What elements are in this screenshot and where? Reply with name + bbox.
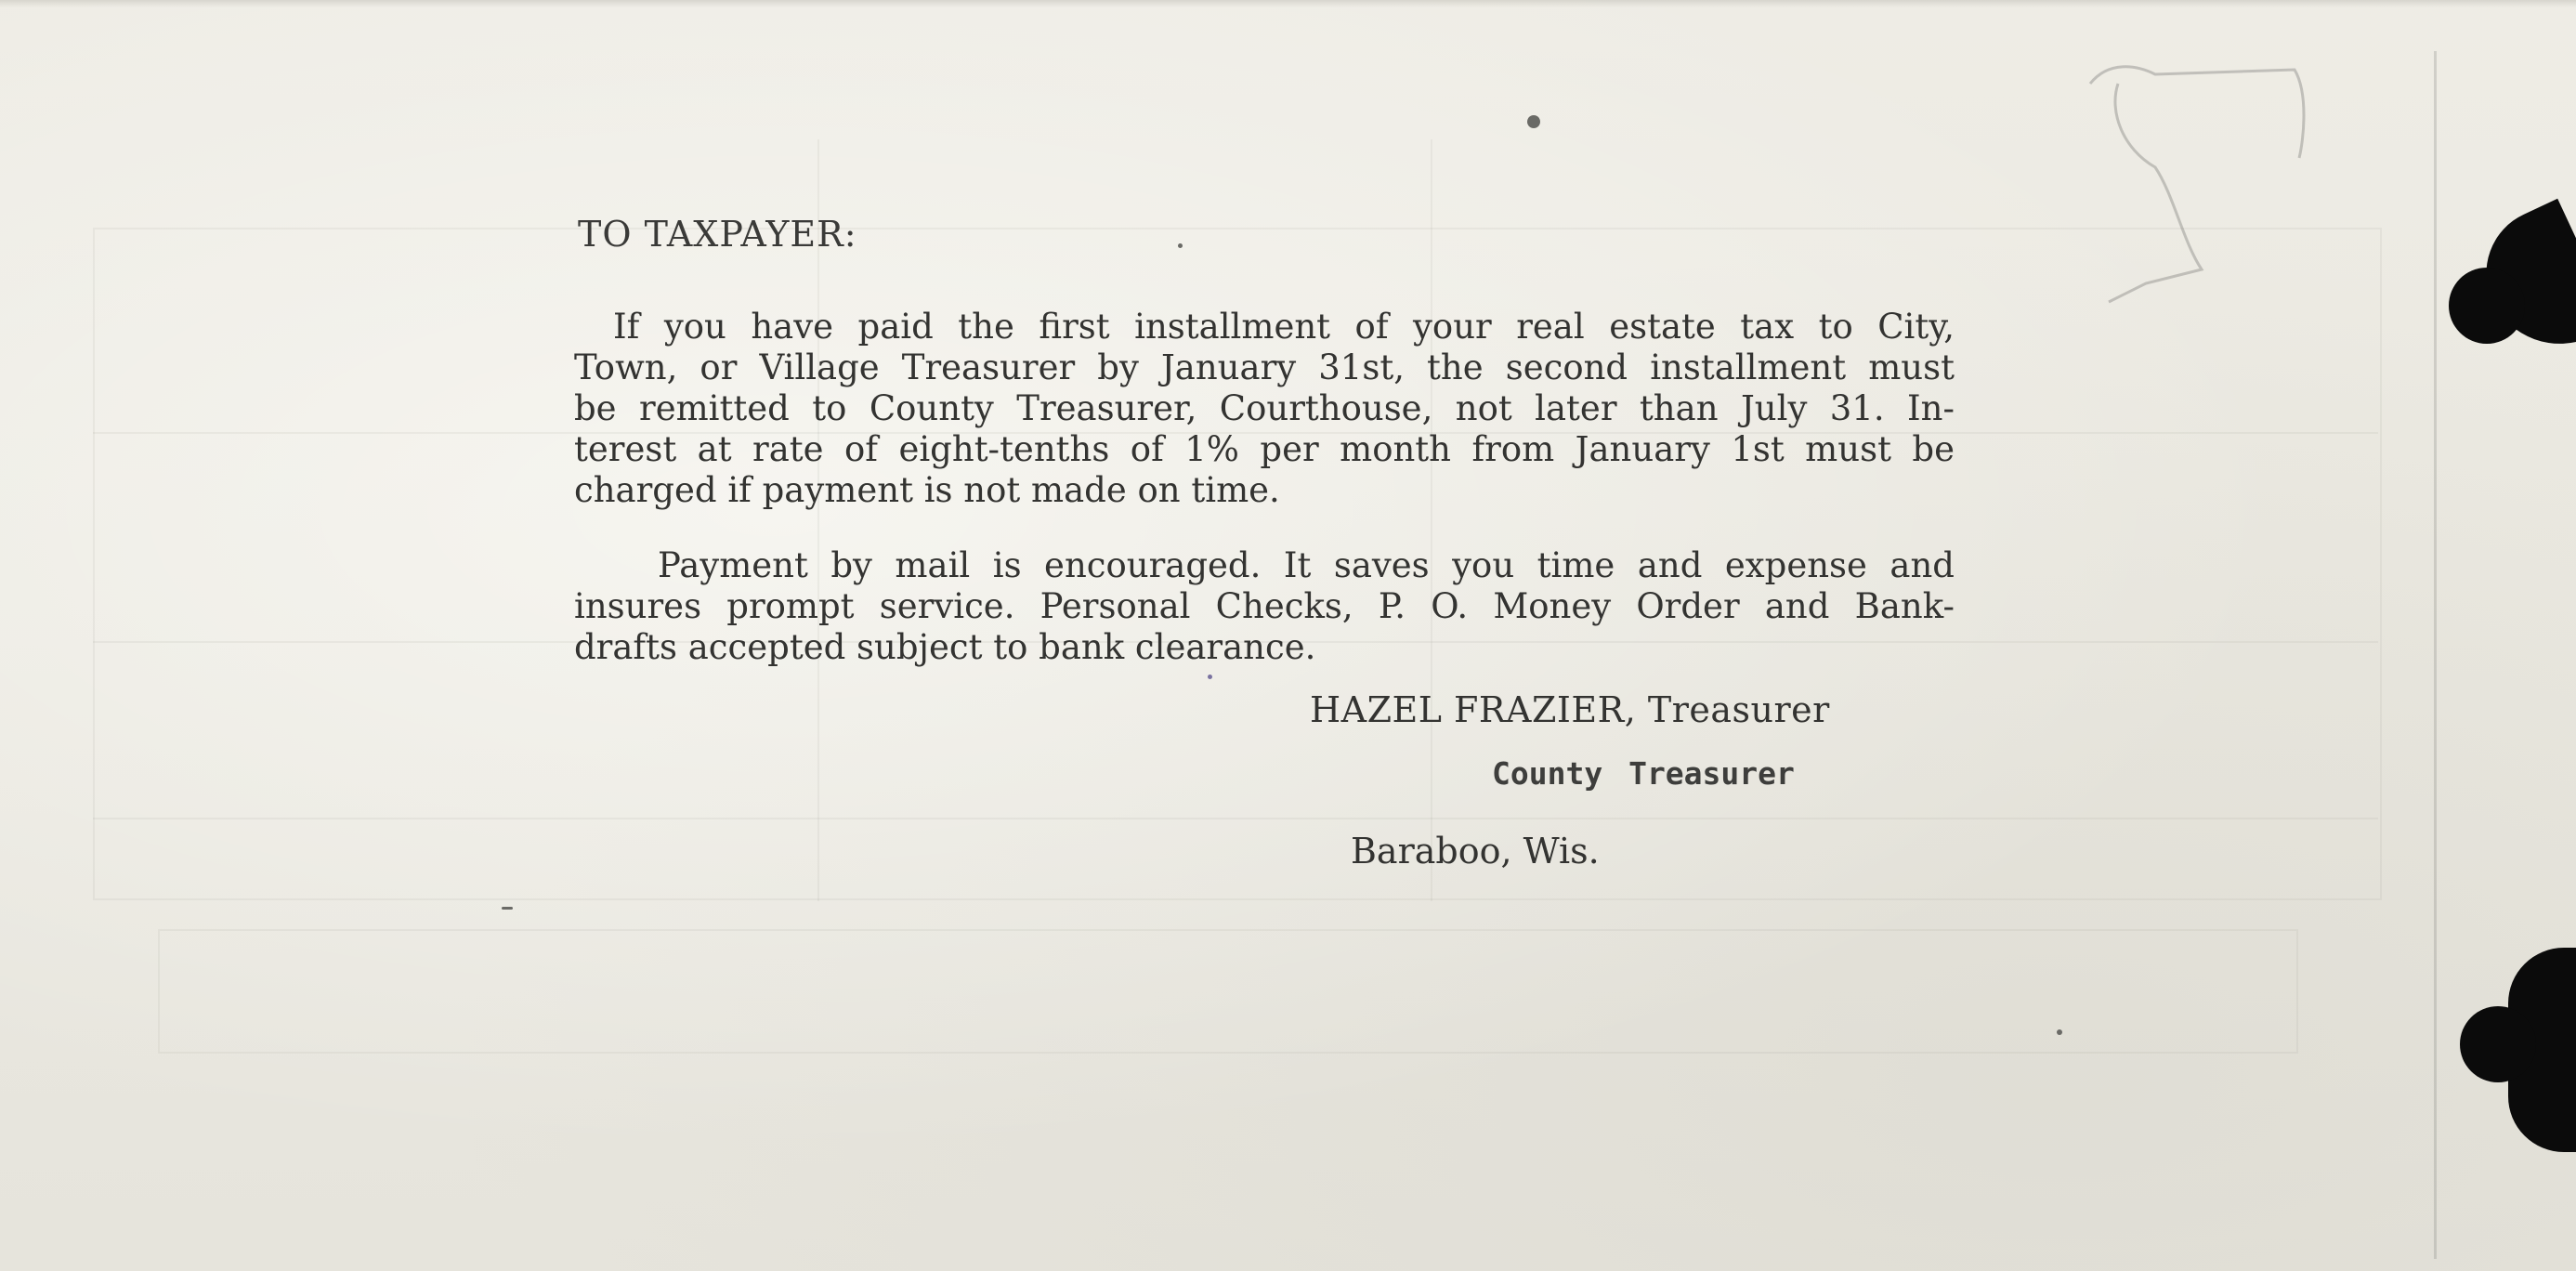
ink-speck [1178,243,1183,248]
show-through-rule [1431,139,1432,901]
payment-paragraph [574,545,1955,668]
paper-top-edge [0,0,2576,7]
punch-hole [2460,1006,2536,1082]
paragraph-line: drafts accepted subject to bank clearance. [574,627,1316,667]
fold-crease-mark [2072,56,2313,325]
ink-speck [502,907,513,910]
show-through-frame [158,929,2298,1054]
show-through-rule [93,818,2378,819]
ink-speck [2057,1029,2062,1035]
punch-hole [2449,268,2525,344]
ink-speck [1527,115,1540,128]
paragraph-line: charged if payment is not made on time. [574,470,1280,510]
paragraph-line: terest at rate of eight-tenths of 1% per month from January 1st must be [574,429,1955,469]
paragraph-line: If you have paid the first installment of your real estate tax to City, [613,307,1955,347]
treasurer-signature: HAZEL FRAZIER, Treasurer [1310,689,1830,730]
notice-heading: TO TAXPAYER: [578,214,857,255]
paragraph-line: insures prompt service. Personal Checks, P. O. Money Order and Bank- [574,586,1955,626]
paragraph-line: be remitted to County Treasurer, Courthouse, not later than July 31. In- [574,388,1955,428]
paper-edge-line [2434,51,2437,1259]
installment-paragraph [574,307,1955,511]
ink-speck [1208,675,1212,679]
location-line: Baraboo, Wis. [1351,831,1600,871]
paragraph-line: Town, or Village Treasurer by January 31st, the second installment must [574,347,1955,387]
county-treasurer-stamp: County Treasurer [1492,755,1795,792]
paragraph-line: Payment by mail is encouraged. It saves you time and expense and [658,545,1955,585]
